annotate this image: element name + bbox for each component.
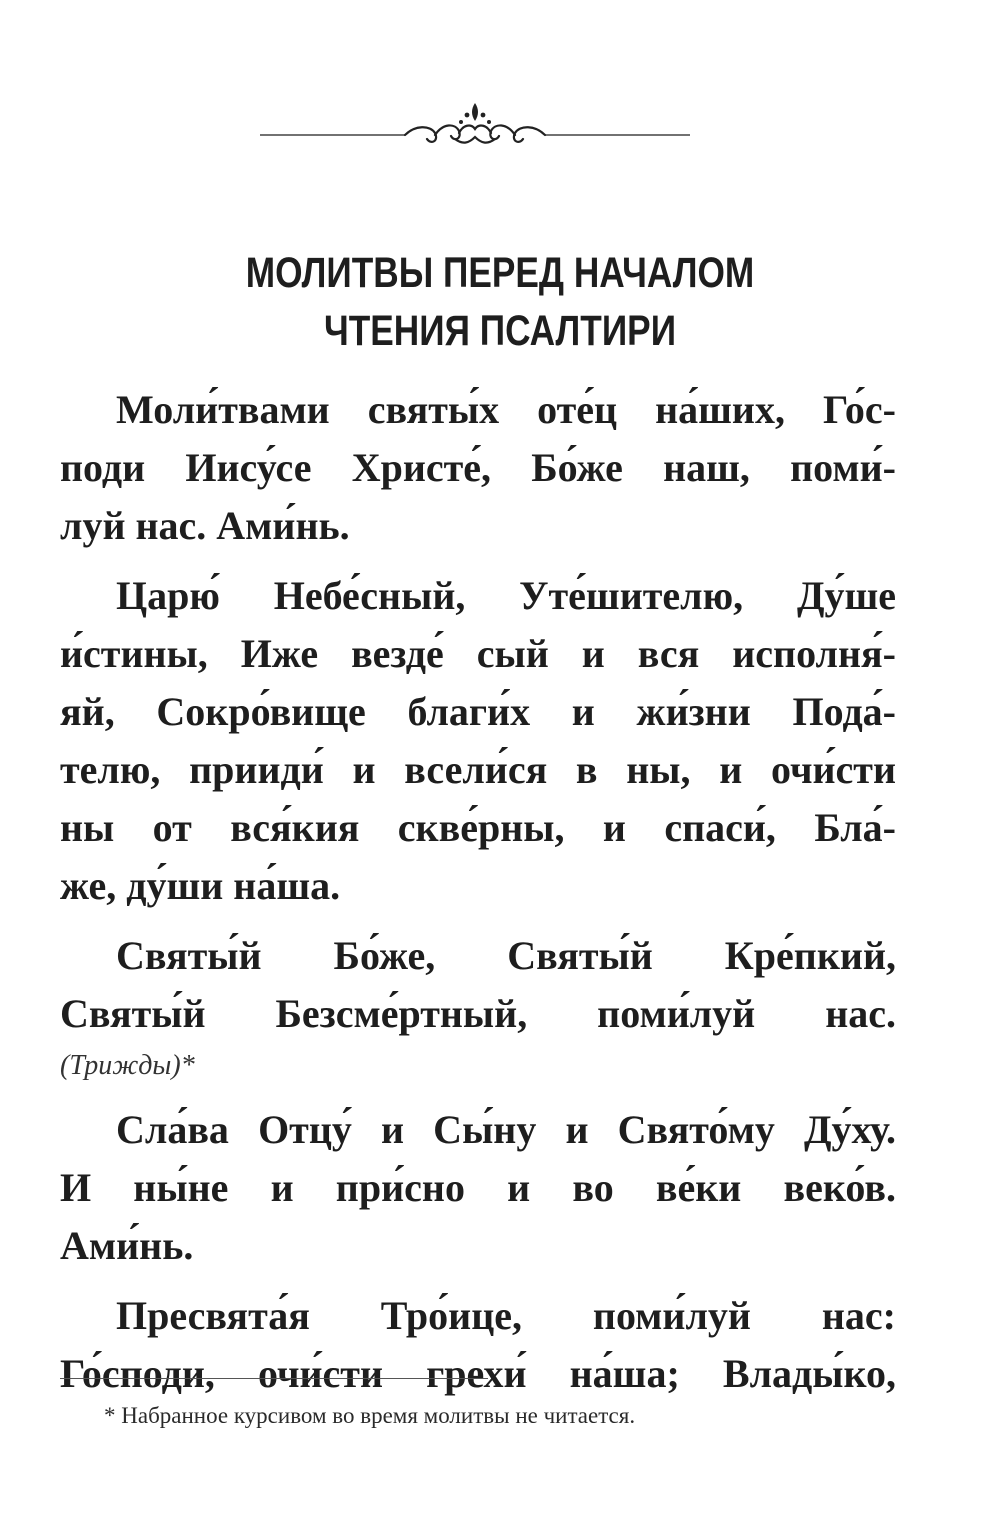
text-line: поди Иису́се Христе́, Бо́же наш, поми́- (60, 445, 896, 490)
text-line: луй нас. Ами́нь. (60, 503, 350, 548)
text-line: Пресвята́я Тро́ице, поми́луй нас: (116, 1293, 896, 1338)
paragraph (60, 927, 896, 1089)
text-line: Святы́й Бо́же, Святы́й Кре́пкий, (116, 933, 896, 978)
fleuron-divider-icon (255, 95, 695, 155)
text-line: телю, прииди́ и всели́ся в ны, и очи́сти (60, 747, 896, 792)
text-line: яй, Сокро́вище благи́х и жи́зни Пода́- (60, 689, 896, 734)
text-line: и́стины, Иже везде́ сый и вся исполня́- (60, 631, 896, 676)
title-line: МОЛИТВЫ ПЕРЕД НАЧАЛОМ (245, 249, 755, 297)
paragraph (60, 1287, 896, 1403)
footnote-divider (60, 1378, 488, 1379)
text-line: Ами́нь. (60, 1223, 194, 1268)
footnote: * Набранное курсивом во время молитвы не читается. (104, 1403, 636, 1428)
text-line: И ны́не и при́сно и во ве́ки веко́в. (60, 1165, 896, 1210)
text-line: же, ду́ши на́ша. (60, 863, 341, 908)
paragraph (60, 567, 896, 915)
prayer-text (60, 381, 896, 1403)
text-line: Го́споди, очи́сти грехи́ на́ша; Влады́ко, (60, 1351, 896, 1396)
text-line: ны от вся́кия скве́рны, и спаси́, Бла́- (60, 805, 896, 850)
text-line: Царю́ Небе́сный, Уте́шителю, Ду́ше (116, 573, 896, 618)
paragraph (60, 381, 896, 555)
text-line: Моли́твами святы́х оте́ц на́ших, Го́с- (116, 387, 896, 432)
text-line: Сла́ва Отцу́ и Сы́ну и Свято́му Ду́ху. (116, 1107, 896, 1152)
text-line: Святы́й Безсме́ртный, поми́луй нас. (60, 991, 896, 1036)
paragraph (60, 1101, 896, 1275)
title-line: ЧТЕНИЯ ПСАЛТИРИ (323, 307, 677, 355)
rubric-note: (Трижды)* (60, 1050, 195, 1081)
page-title (90, 244, 910, 360)
